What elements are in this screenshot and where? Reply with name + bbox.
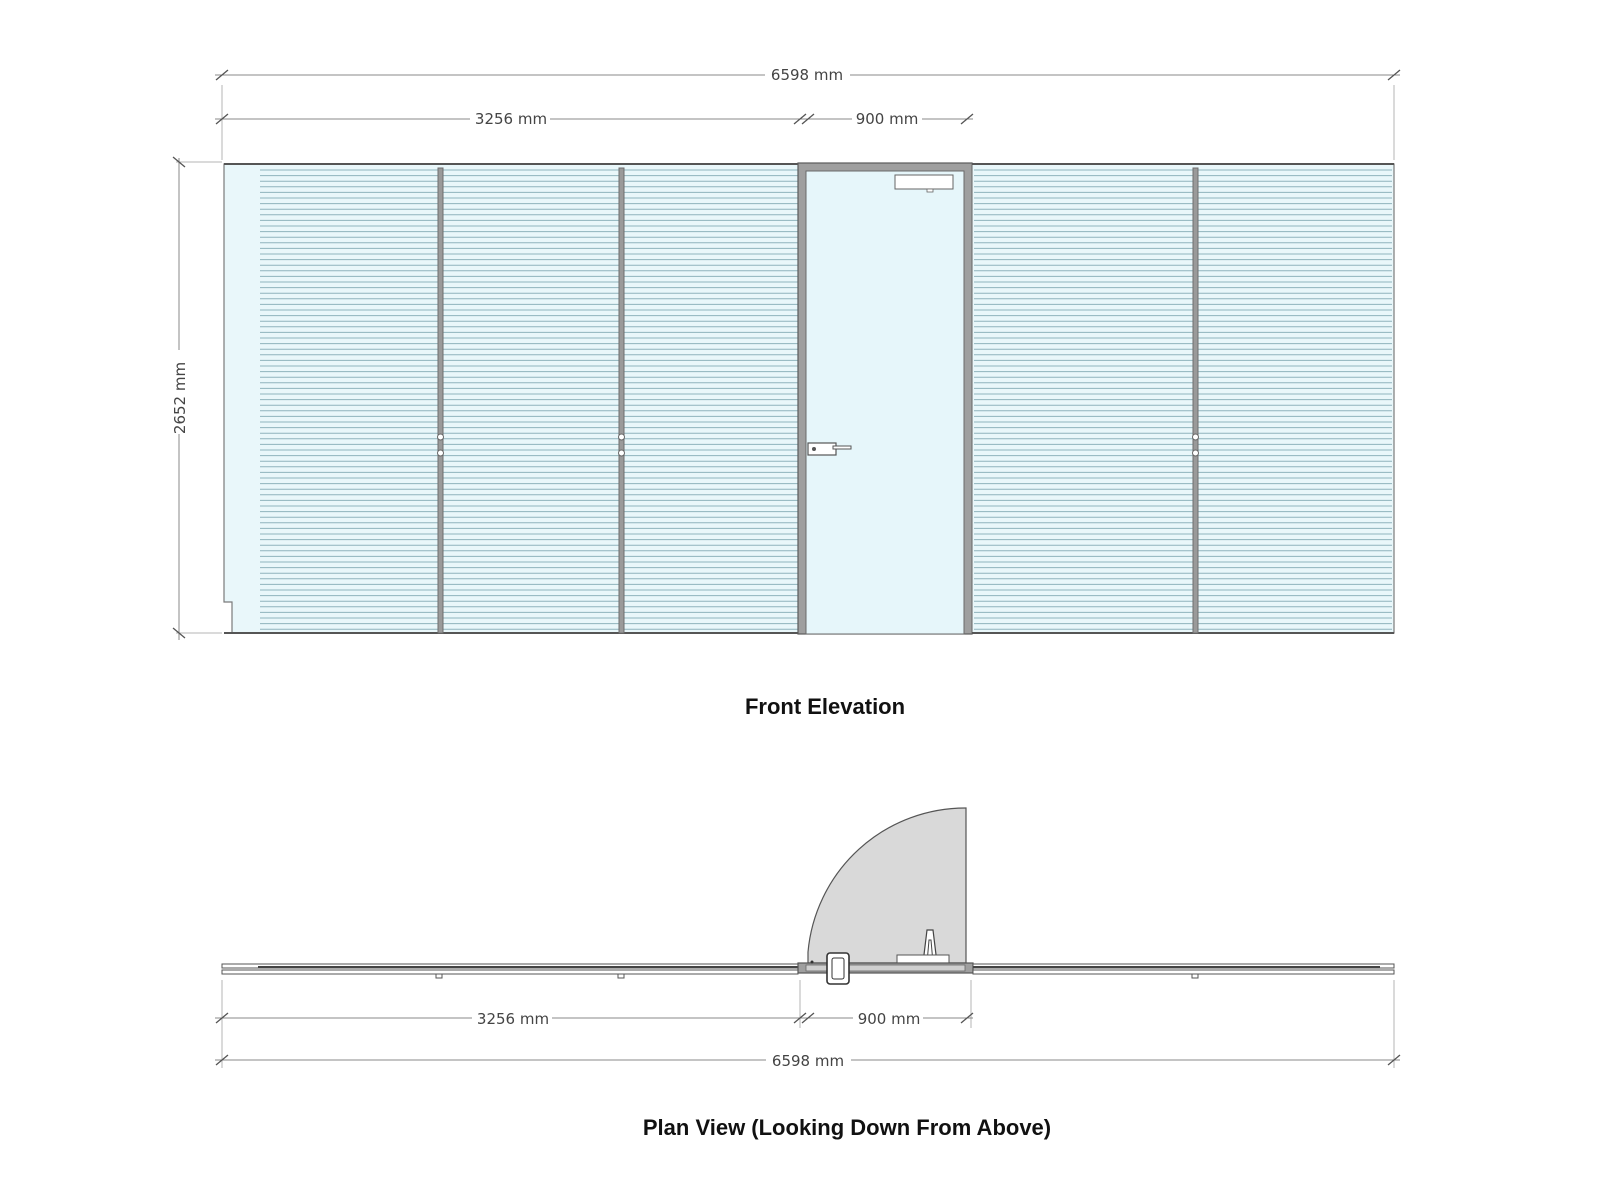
plan-left-section-width-label: 3256 mm bbox=[476, 1010, 550, 1028]
door-width-label: 900 mm bbox=[855, 110, 919, 128]
plan-left-wall bbox=[222, 964, 798, 978]
left-section-width-dimension bbox=[215, 108, 806, 128]
right-glass-bank bbox=[972, 164, 1394, 633]
plan-door-width-label: 900 mm bbox=[857, 1010, 921, 1028]
plan-overall-width-label: 6598 mm bbox=[771, 1052, 845, 1070]
front-elevation bbox=[168, 62, 1400, 719]
plan-overall-dimension bbox=[215, 1050, 1400, 1070]
glass-joint-3 bbox=[1193, 168, 1198, 633]
overall-width-label: 6598 mm bbox=[770, 66, 844, 84]
door-elevation bbox=[798, 163, 972, 634]
overall-width-dimension bbox=[215, 62, 1400, 160]
door-glass-panel bbox=[806, 171, 964, 634]
left-section-width-label: 3256 mm bbox=[474, 110, 548, 128]
front-elevation-title: Front Elevation bbox=[744, 694, 906, 719]
door-width-dimension bbox=[802, 108, 973, 128]
plan-view bbox=[215, 808, 1400, 1140]
height-dimension bbox=[168, 157, 222, 640]
plan-right-wall bbox=[973, 964, 1394, 978]
plan-view-title: Plan View (Looking Down From Above) bbox=[642, 1115, 1052, 1140]
glass-joint-2 bbox=[619, 168, 624, 633]
door-closer bbox=[895, 175, 953, 189]
height-label: 2652 mm bbox=[171, 361, 189, 435]
glass-joint-1 bbox=[438, 168, 443, 633]
left-glass-bank bbox=[224, 164, 800, 633]
door-swing-arc bbox=[808, 808, 966, 963]
